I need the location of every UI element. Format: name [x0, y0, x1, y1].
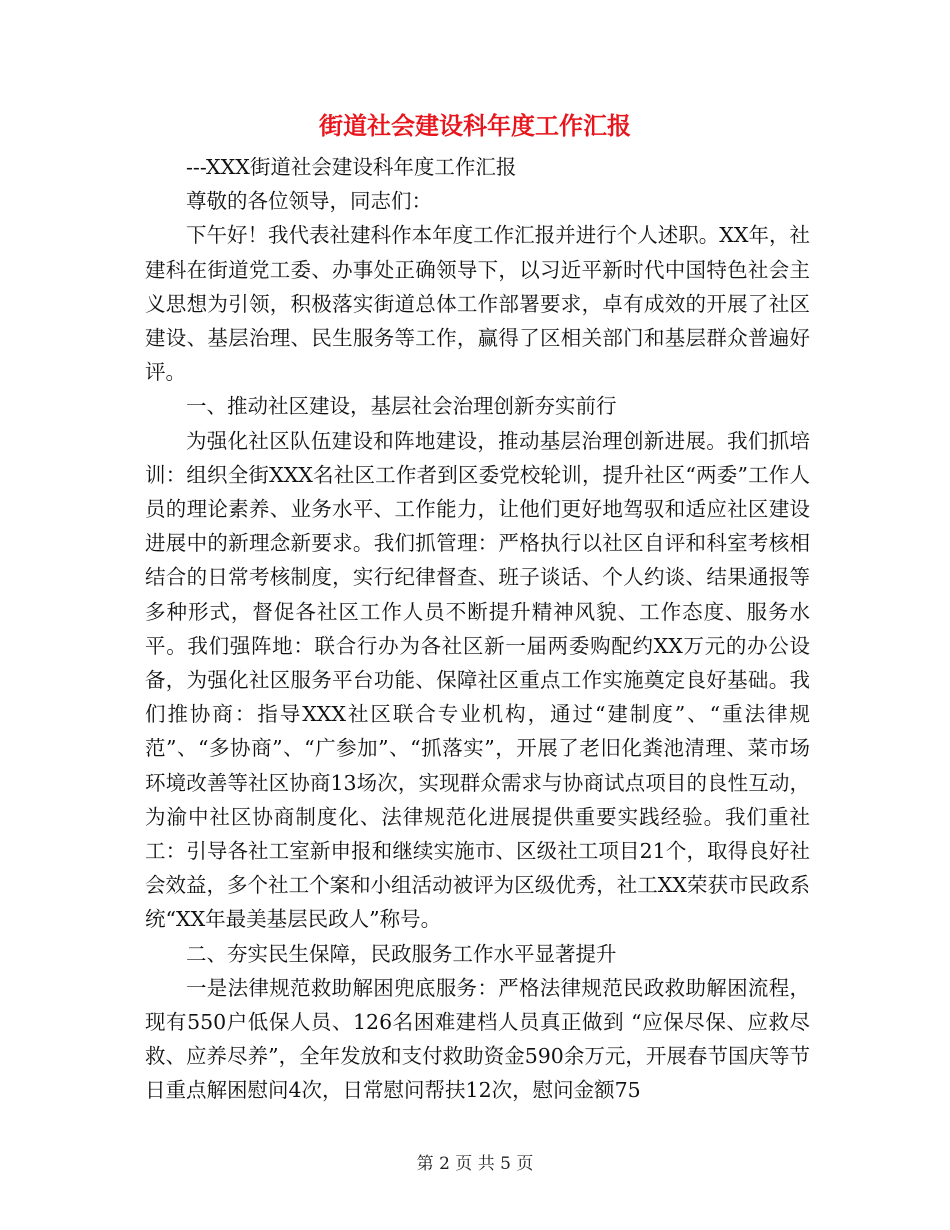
document-body — [145, 150, 810, 1108]
section-2-paragraph: 一是法律规范救助解困兜底服务：严格法律规范民政救助解困流程，现有550户低保人员、126名困难建档人员真正做到 “应保尽保、应救尽救、应养尽养”，全年发放和支付救助资金590余万元，开展春节国庆等节日重点解困慰问4次，日常慰问帮扶12次，慰问金额75 — [145, 975, 810, 1103]
salutation: 尊敬的各位领导，同志们： — [186, 189, 432, 214]
page-number: 第 2 页 共 5 页 — [416, 1154, 534, 1174]
section-heading-2: 二、夯实民生保障，民政服务工作水平显著提升 — [186, 941, 617, 966]
subtitle-line: ---XXX街道社会建设科年度工作汇报 — [186, 155, 517, 179]
section-1-paragraph: 为强化社区队伍建设和阵地建设，推动基层治理创新进展。我们抓培训：组织全街XXX名社区工作者到区委党校轮训，提升社区“两委”工作人员的理论素养、业务水平、工作能力，让他们更好地驾驭和适应社区建设进展中的新理念新要求。我们抓管理：严格执行以社区自评和科室考核相结合的日常考核制度，实行纪律督查、班子谈话、个人约谈、结果通报等多种形式，督促各社区工作人员不断提升精神风貌、工作态度、服务水平。我们强阵地：联合行办为各社区新一届两委购配约XX万元的办公设备，为强化社区服务平台功能、保障社区重点工作实施奠定良好基础。我们推协商：指导XXX社区联合专业机构，通过“建制度”、“重法律规范”、“多协商”、“广参加”、“抓落实”，开展了老旧化粪池清理、菜市场环境改善等社区协商13场次，实现群众需求与协商试点项目的良性互动，为渝中社区协商制度化、法律规范化进展提供重要实践经验。我们重社工：引导各社工室新申报和继续实施市、区级社工项目21个，取得良好社会效益，多个社工个案和小组活动被评为区级优秀，社工XX荣获市民政系统“XX年最美基层民政人”称号。 — [145, 428, 810, 932]
section-heading-1: 一、推动社区建设，基层社会治理创新夯实前行 — [186, 394, 617, 419]
document-title: 街道社会建设科年度工作汇报 — [319, 112, 631, 140]
intro-paragraph: 下午好！我代表社建科作本年度工作汇报并进行个人述职。XX年，社建科在街道党工委、办事处正确领导下，以习近平新时代中国特色社会主义思想为引领，积极落实街道总体工作部署要求，卓有成效的开展了社区建设、基层治理、民生服务等工作，赢得了区相关部门和基层群众普遍好评。 — [145, 223, 810, 385]
